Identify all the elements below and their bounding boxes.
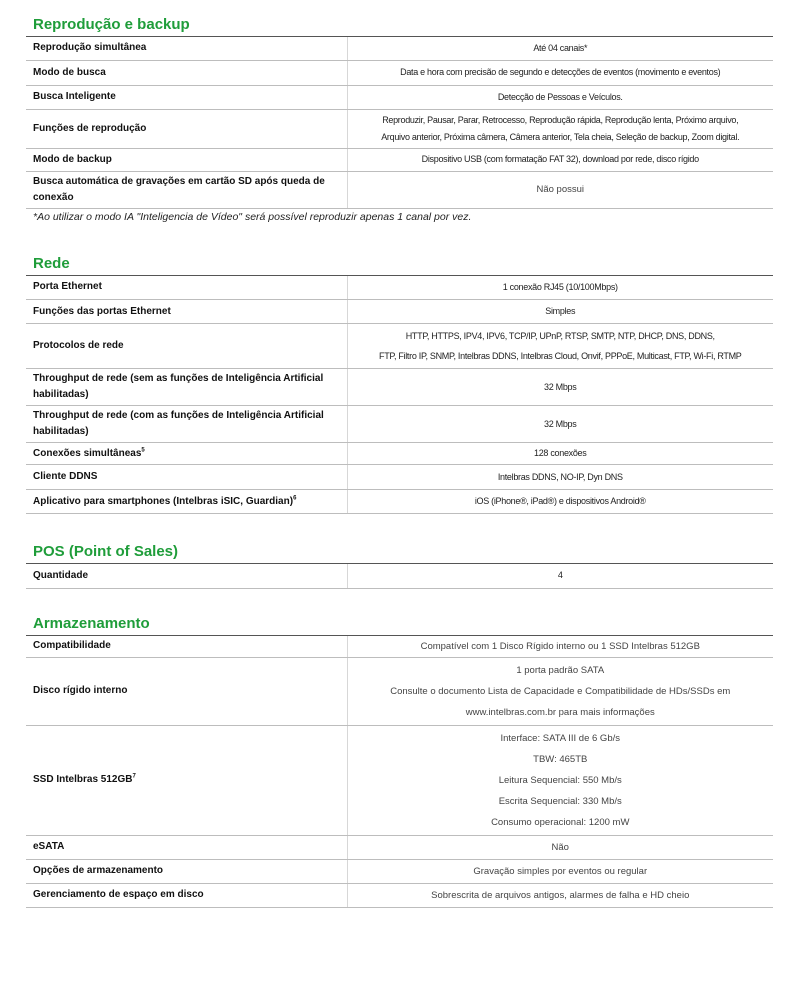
row-key: Protocolos de rede <box>26 324 347 369</box>
row-key: SSD Intelbras $512GB^7$ <box>26 725 347 835</box>
row-value: Intelbras DDNS, NO-IP, Dyn DNS <box>347 465 773 490</box>
spec-sheet <box>26 14 773 908</box>
footnote-marker: 7 <box>132 773 136 780</box>
footnote-marker: 6 <box>293 495 297 502</box>
row-value: Interface: SATA III de 6 Gb/s TBW: 465TB Leitura Sequencial: 550 Mb/s Escrita Sequencial: 330 Mb/s Consumo operacional: 1200 mW <box>347 725 773 835</box>
table-row <box>26 60 773 85</box>
section-title: POS (Point of Sales) <box>26 541 773 564</box>
table-row <box>26 564 773 588</box>
row-key: Disco rígido interno <box>26 657 347 725</box>
row-key: Porta Ethernet <box>26 276 347 300</box>
row-key: Busca Inteligente <box>26 85 347 109</box>
table-row <box>26 324 773 369</box>
row-value: Simples <box>347 300 773 324</box>
footnote-marker: 5 <box>141 447 145 454</box>
row-key: Funções das portas Ethernet <box>26 300 347 324</box>
footnote: *Ao utilizar o modo IA "Inteligencia de Vídeo" será possível reproduzir apenas 1 canal por vez. <box>33 210 472 223</box>
row-value: Não <box>347 835 773 859</box>
spec-table <box>26 276 773 515</box>
spec-table <box>26 37 773 209</box>
table-row <box>26 883 773 907</box>
row-value: Até 04 canais* <box>347 37 773 60</box>
table-row <box>26 725 773 835</box>
table-row <box>26 85 773 109</box>
row-key: Quantidade <box>26 564 347 588</box>
table-row <box>26 835 773 859</box>
section-pos <box>26 541 773 589</box>
section-armazenamento <box>26 613 773 908</box>
table-row <box>26 171 773 208</box>
section-rede <box>26 253 773 515</box>
table-row <box>26 657 773 725</box>
row-key: Busca automática de gravações em cartão SD após queda de conexão <box>26 171 347 208</box>
table-row <box>26 859 773 883</box>
row-key: Throughput de rede (sem as funções de Inteligência Artificial habilitadas) <box>26 369 347 406</box>
table-row <box>26 276 773 300</box>
row-value: Gravação simples por eventos ou regular <box>347 859 773 883</box>
row-key: eSATA <box>26 835 347 859</box>
row-key: Opções de armazenamento <box>26 859 347 883</box>
row-value: Não possui <box>347 171 773 208</box>
row-value: Reproduzir, Pausar, Parar, Retrocesso, Reprodução rápida, Reprodução lenta, Próximo arquivo, Arquivo anterior, Próxima câmera, Câmera anterior, Tela cheia, Seleção de backup, Zoom digital. <box>347 109 773 148</box>
table-row <box>26 636 773 658</box>
table-row <box>26 443 773 465</box>
row-value: 128 conexões <box>347 443 773 465</box>
row-value: Compatível com 1 Disco Rígido interno ou 1 SSD Intelbras 512GB <box>347 636 773 658</box>
table-row <box>26 300 773 324</box>
row-value: Dispositivo USB (com formatação FAT 32), download por rede, disco rígido <box>347 148 773 171</box>
section-title: Rede <box>26 253 773 276</box>
section-reproducao-backup <box>26 14 773 227</box>
row-value: 1 porta padrão SATA Consulte o documento Lista de Capacidade e Compatibilidade de HDs/SSDs em www.intelbras.com.br para mais informações <box>347 657 773 725</box>
table-row <box>26 490 773 514</box>
section-title: Reprodução e backup <box>26 14 773 37</box>
row-key: Conexões simultâneas$^5$ <box>26 443 347 465</box>
row-value: Detecção de Pessoas e Veículos. <box>347 85 773 109</box>
row-key: Throughput de rede (com as funções de Inteligência Artificial habilitadas) <box>26 406 347 443</box>
row-key: Reprodução simultânea <box>26 37 347 60</box>
row-key: Gerenciamento de espaço em disco <box>26 883 347 907</box>
table-row <box>26 369 773 406</box>
row-key: Funções de reprodução <box>26 109 347 148</box>
row-key: Compatibilidade <box>26 636 347 658</box>
row-value: iOS (iPhone®, iPad®) e dispositivos Android® <box>347 490 773 514</box>
row-key: Modo de backup <box>26 148 347 171</box>
row-value: 32 Mbps <box>347 406 773 443</box>
section-title: Armazenamento <box>26 613 773 636</box>
spec-table <box>26 636 773 908</box>
table-row <box>26 37 773 60</box>
row-key: Aplicativo para smartphones (Intelbras iSIC, Guardian)$^6$ <box>26 490 347 514</box>
row-value: Sobrescrita de arquivos antigos, alarmes de falha e HD cheio <box>347 883 773 907</box>
table-row <box>26 465 773 490</box>
table-row <box>26 148 773 171</box>
row-value: 4 <box>347 564 773 588</box>
row-key: Cliente DDNS <box>26 465 347 490</box>
row-value: 1 conexão RJ45 (10/100Mbps) <box>347 276 773 300</box>
row-value: HTTP, HTTPS, IPV4, IPV6, TCP/IP, UPnP, RTSP, SMTP, NTP, DHCP, DNS, DDNS, FTP, Filtro IP, SNMP, Intelbras DDNS, Intelbras Cloud, Onvif, PPPoE, Multicast, FTP, Wi-Fi, RTMP <box>347 324 773 369</box>
table-row <box>26 109 773 148</box>
row-key: Modo de busca <box>26 60 347 85</box>
table-row <box>26 406 773 443</box>
spec-table <box>26 564 773 589</box>
row-value: 32 Mbps <box>347 369 773 406</box>
row-value: Data e hora com precisão de segundo e detecções de eventos (movimento e eventos) <box>347 60 773 85</box>
